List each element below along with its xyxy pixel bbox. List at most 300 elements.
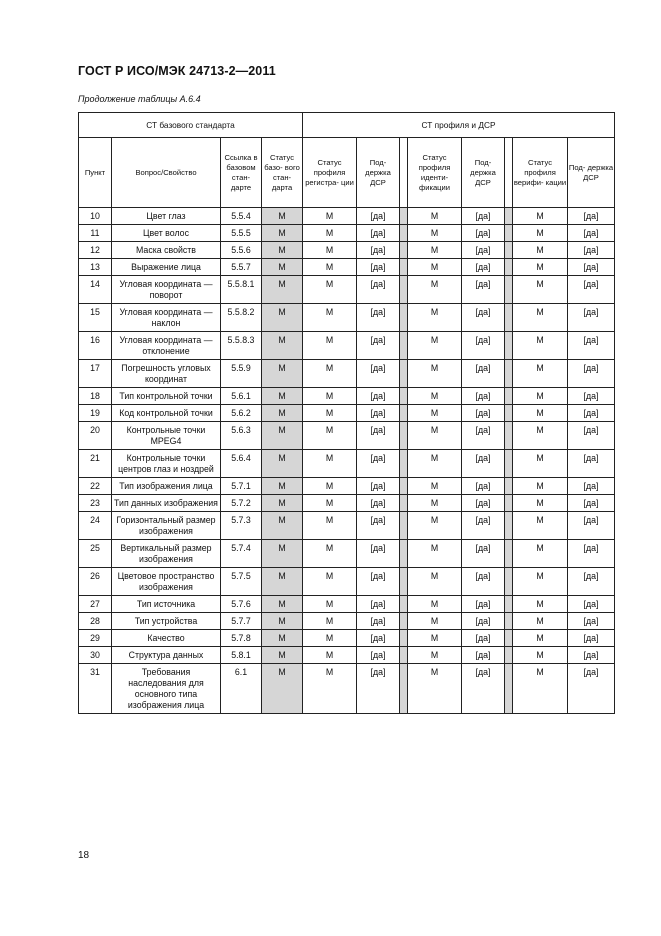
table-body <box>79 208 615 714</box>
table-row <box>79 647 615 664</box>
cell-reference: 5.6.2 <box>221 405 262 422</box>
cell-identification-status: M <box>408 647 462 664</box>
cell-spacer <box>400 512 408 540</box>
cell-spacer <box>400 225 408 242</box>
cell-registration-support: [да] <box>357 450 400 478</box>
cell-item: 27 <box>79 596 112 613</box>
col-header-verification-status: Статус профиля верифи- кации <box>513 138 568 208</box>
cell-registration-status: M <box>303 664 357 714</box>
cell-item: 23 <box>79 495 112 512</box>
cell-spacer <box>505 630 513 647</box>
cell-item: 20 <box>79 422 112 450</box>
cell-spacer <box>505 478 513 495</box>
cell-registration-status: M <box>303 422 357 450</box>
cell-registration-support: [да] <box>357 405 400 422</box>
cell-registration-status: M <box>303 512 357 540</box>
cell-reference: 5.5.8.3 <box>221 332 262 360</box>
cell-verification-support: [да] <box>568 242 615 259</box>
cell-base-status: M <box>262 242 303 259</box>
cell-reference: 5.5.8.1 <box>221 276 262 304</box>
cell-identification-status: M <box>408 225 462 242</box>
cell-registration-status: M <box>303 613 357 630</box>
cell-registration-status: M <box>303 495 357 512</box>
table-row <box>79 568 615 596</box>
cell-reference: 5.8.1 <box>221 647 262 664</box>
cell-verification-status: M <box>513 596 568 613</box>
cell-item: 14 <box>79 276 112 304</box>
col-header-reference: Ссылка в базовом стан- дарте <box>221 138 262 208</box>
cell-question: Тип контрольной точки <box>112 388 221 405</box>
cell-verification-status: M <box>513 304 568 332</box>
cell-spacer <box>400 405 408 422</box>
cell-question: Тип источника <box>112 596 221 613</box>
cell-base-status: M <box>262 647 303 664</box>
cell-spacer <box>400 647 408 664</box>
cell-reference: 5.7.6 <box>221 596 262 613</box>
cell-verification-support: [да] <box>568 596 615 613</box>
cell-reference: 5.7.1 <box>221 478 262 495</box>
cell-registration-support: [да] <box>357 512 400 540</box>
cell-registration-status: M <box>303 450 357 478</box>
table-row <box>79 450 615 478</box>
cell-identification-status: M <box>408 512 462 540</box>
cell-identification-status: M <box>408 596 462 613</box>
cell-base-status: M <box>262 568 303 596</box>
cell-verification-support: [да] <box>568 276 615 304</box>
cell-question: Выражение лица <box>112 259 221 276</box>
cell-identification-status: M <box>408 259 462 276</box>
cell-identification-support: [да] <box>462 664 505 714</box>
cell-spacer <box>505 208 513 225</box>
cell-identification-support: [да] <box>462 242 505 259</box>
cell-reference: 5.7.2 <box>221 495 262 512</box>
cell-verification-status: M <box>513 540 568 568</box>
col-header-registration-status: Статус профиля регистра- ции <box>303 138 357 208</box>
cell-item: 21 <box>79 450 112 478</box>
cell-question: Горизонтальный размер изображения <box>112 512 221 540</box>
cell-question: Цветовое пространство изображения <box>112 568 221 596</box>
cell-registration-status: M <box>303 208 357 225</box>
cell-verification-status: M <box>513 360 568 388</box>
cell-registration-support: [да] <box>357 388 400 405</box>
cell-verification-status: M <box>513 568 568 596</box>
cell-spacer <box>505 540 513 568</box>
col-header-spacer <box>400 138 408 208</box>
cell-verification-status: M <box>513 495 568 512</box>
cell-registration-support: [да] <box>357 647 400 664</box>
cell-spacer <box>505 405 513 422</box>
cell-base-status: M <box>262 225 303 242</box>
cell-reference: 5.5.4 <box>221 208 262 225</box>
cell-identification-support: [да] <box>462 613 505 630</box>
cell-registration-status: M <box>303 332 357 360</box>
table-row <box>79 630 615 647</box>
table-row <box>79 512 615 540</box>
cell-reference: 5.7.7 <box>221 613 262 630</box>
cell-reference: 6.1 <box>221 664 262 714</box>
cell-verification-support: [да] <box>568 540 615 568</box>
cell-spacer <box>400 332 408 360</box>
cell-base-status: M <box>262 613 303 630</box>
cell-reference: 5.5.5 <box>221 225 262 242</box>
cell-base-status: M <box>262 304 303 332</box>
cell-reference: 5.5.7 <box>221 259 262 276</box>
table-row <box>79 360 615 388</box>
cell-question: Погрешность угловых координат <box>112 360 221 388</box>
cell-identification-status: M <box>408 664 462 714</box>
cell-item: 29 <box>79 630 112 647</box>
cell-question: Угловая координата — поворот <box>112 276 221 304</box>
cell-verification-status: M <box>513 225 568 242</box>
cell-item: 31 <box>79 664 112 714</box>
cell-verification-support: [да] <box>568 630 615 647</box>
cell-item: 28 <box>79 613 112 630</box>
cell-base-status: M <box>262 630 303 647</box>
cell-item: 10 <box>79 208 112 225</box>
cell-spacer <box>400 540 408 568</box>
cell-spacer <box>400 478 408 495</box>
cell-spacer <box>505 304 513 332</box>
cell-registration-status: M <box>303 259 357 276</box>
cell-identification-support: [да] <box>462 495 505 512</box>
cell-spacer <box>505 388 513 405</box>
cell-identification-status: M <box>408 478 462 495</box>
cell-registration-support: [да] <box>357 360 400 388</box>
cell-spacer <box>400 360 408 388</box>
cell-verification-support: [да] <box>568 388 615 405</box>
cell-registration-support: [да] <box>357 422 400 450</box>
cell-verification-support: [да] <box>568 259 615 276</box>
cell-item: 17 <box>79 360 112 388</box>
cell-verification-support: [да] <box>568 360 615 388</box>
cell-registration-support: [да] <box>357 568 400 596</box>
cell-spacer <box>505 276 513 304</box>
cell-base-status: M <box>262 208 303 225</box>
cell-item: 13 <box>79 259 112 276</box>
table-row <box>79 495 615 512</box>
cell-registration-status: M <box>303 630 357 647</box>
cell-spacer <box>400 422 408 450</box>
table-row <box>79 664 615 714</box>
cell-registration-status: M <box>303 405 357 422</box>
cell-identification-support: [да] <box>462 568 505 596</box>
table-row <box>79 613 615 630</box>
cell-question: Контрольные точки центров глаз и ноздрей <box>112 450 221 478</box>
cell-verification-status: M <box>513 613 568 630</box>
cell-spacer <box>400 304 408 332</box>
cell-question: Угловая координата — отклонение <box>112 332 221 360</box>
cell-spacer <box>505 450 513 478</box>
table-continuation-caption: Продолжение таблицы А.6.4 <box>78 94 201 104</box>
cell-verification-status: M <box>513 422 568 450</box>
cell-spacer <box>400 276 408 304</box>
cell-registration-status: M <box>303 225 357 242</box>
cell-question: Тип данных изображения <box>112 495 221 512</box>
table-row <box>79 478 615 495</box>
cell-spacer <box>400 568 408 596</box>
cell-identification-status: M <box>408 332 462 360</box>
table-row <box>79 422 615 450</box>
table-row <box>79 276 615 304</box>
cell-spacer <box>400 630 408 647</box>
table-row <box>79 405 615 422</box>
cell-registration-status: M <box>303 242 357 259</box>
cell-question: Угловая координата — наклон <box>112 304 221 332</box>
cell-identification-support: [да] <box>462 630 505 647</box>
cell-verification-support: [да] <box>568 332 615 360</box>
cell-verification-status: M <box>513 512 568 540</box>
cell-registration-support: [да] <box>357 208 400 225</box>
cell-base-status: M <box>262 540 303 568</box>
table-row <box>79 332 615 360</box>
cell-spacer <box>400 596 408 613</box>
cell-reference: 5.6.4 <box>221 450 262 478</box>
cell-reference: 5.5.9 <box>221 360 262 388</box>
cell-verification-support: [да] <box>568 568 615 596</box>
cell-identification-support: [да] <box>462 540 505 568</box>
cell-verification-status: M <box>513 208 568 225</box>
cell-spacer <box>505 360 513 388</box>
cell-identification-status: M <box>408 388 462 405</box>
col-header-spacer <box>505 138 513 208</box>
cell-base-status: M <box>262 664 303 714</box>
table-row <box>79 596 615 613</box>
cell-spacer <box>400 208 408 225</box>
cell-spacer <box>400 242 408 259</box>
cell-reference: 5.7.5 <box>221 568 262 596</box>
col-header-registration-support: Под- держка ДСР <box>357 138 400 208</box>
cell-registration-support: [да] <box>357 596 400 613</box>
cell-verification-status: M <box>513 259 568 276</box>
cell-base-status: M <box>262 360 303 388</box>
cell-item: 24 <box>79 512 112 540</box>
cell-question: Цвет волос <box>112 225 221 242</box>
cell-identification-status: M <box>408 422 462 450</box>
cell-identification-support: [да] <box>462 450 505 478</box>
cell-identification-support: [да] <box>462 276 505 304</box>
cell-registration-support: [да] <box>357 495 400 512</box>
cell-identification-support: [да] <box>462 512 505 540</box>
cell-spacer <box>505 568 513 596</box>
cell-registration-support: [да] <box>357 242 400 259</box>
cell-registration-support: [да] <box>357 540 400 568</box>
cell-registration-status: M <box>303 478 357 495</box>
cell-reference: 5.6.3 <box>221 422 262 450</box>
cell-spacer <box>505 495 513 512</box>
cell-spacer <box>505 259 513 276</box>
cell-verification-support: [да] <box>568 478 615 495</box>
cell-identification-status: M <box>408 613 462 630</box>
cell-spacer <box>400 259 408 276</box>
cell-spacer <box>505 596 513 613</box>
cell-identification-status: M <box>408 568 462 596</box>
cell-base-status: M <box>262 450 303 478</box>
cell-verification-support: [да] <box>568 512 615 540</box>
cell-identification-status: M <box>408 495 462 512</box>
cell-registration-support: [да] <box>357 613 400 630</box>
cell-identification-support: [да] <box>462 388 505 405</box>
cell-question: Тип устройства <box>112 613 221 630</box>
cell-base-status: M <box>262 388 303 405</box>
col-header-identification-status: Статус профиля иденти- фикации <box>408 138 462 208</box>
cell-base-status: M <box>262 495 303 512</box>
cell-spacer <box>505 332 513 360</box>
cell-verification-support: [да] <box>568 664 615 714</box>
cell-identification-support: [да] <box>462 225 505 242</box>
cell-verification-status: M <box>513 276 568 304</box>
cell-question: Тип изображения лица <box>112 478 221 495</box>
cell-spacer <box>400 664 408 714</box>
cell-verification-support: [да] <box>568 647 615 664</box>
cell-verification-status: M <box>513 478 568 495</box>
cell-base-status: M <box>262 596 303 613</box>
cell-spacer <box>400 495 408 512</box>
cell-base-status: M <box>262 332 303 360</box>
cell-registration-status: M <box>303 568 357 596</box>
cell-registration-status: M <box>303 596 357 613</box>
cell-verification-support: [да] <box>568 304 615 332</box>
cell-verification-status: M <box>513 332 568 360</box>
cell-item: 19 <box>79 405 112 422</box>
col-header-base-status: Статус базо- вого стан- дарта <box>262 138 303 208</box>
group-header-base-standard: СТ базового стандарта <box>79 113 303 138</box>
cell-item: 11 <box>79 225 112 242</box>
cell-base-status: M <box>262 422 303 450</box>
col-header-item: Пункт <box>79 138 112 208</box>
cell-reference: 5.5.6 <box>221 242 262 259</box>
group-header-profile: СТ профиля и ДСР <box>303 113 615 138</box>
cell-identification-support: [да] <box>462 304 505 332</box>
cell-verification-support: [да] <box>568 613 615 630</box>
cell-question: Маска свойств <box>112 242 221 259</box>
cell-verification-status: M <box>513 405 568 422</box>
cell-registration-status: M <box>303 647 357 664</box>
col-header-question: Вопрос/Свойство <box>112 138 221 208</box>
cell-question: Цвет глаз <box>112 208 221 225</box>
cell-item: 26 <box>79 568 112 596</box>
cell-identification-status: M <box>408 630 462 647</box>
cell-item: 16 <box>79 332 112 360</box>
cell-registration-support: [да] <box>357 259 400 276</box>
cell-verification-support: [да] <box>568 208 615 225</box>
cell-identification-status: M <box>408 360 462 388</box>
cell-identification-support: [да] <box>462 332 505 360</box>
table-row <box>79 225 615 242</box>
cell-identification-status: M <box>408 405 462 422</box>
cell-identification-status: M <box>408 450 462 478</box>
cell-registration-status: M <box>303 304 357 332</box>
col-header-verification-support: Под- держка ДСР <box>568 138 615 208</box>
cell-spacer <box>505 664 513 714</box>
cell-verification-support: [да] <box>568 422 615 450</box>
table-row <box>79 304 615 332</box>
cell-spacer <box>400 388 408 405</box>
cell-identification-support: [да] <box>462 422 505 450</box>
cell-spacer <box>505 242 513 259</box>
cell-item: 12 <box>79 242 112 259</box>
cell-spacer <box>400 450 408 478</box>
cell-base-status: M <box>262 512 303 540</box>
cell-reference: 5.7.8 <box>221 630 262 647</box>
cell-identification-status: M <box>408 242 462 259</box>
page-number: 18 <box>78 850 90 861</box>
cell-identification-status: M <box>408 276 462 304</box>
cell-identification-support: [да] <box>462 596 505 613</box>
cell-base-status: M <box>262 259 303 276</box>
cell-identification-support: [да] <box>462 647 505 664</box>
cell-registration-status: M <box>303 388 357 405</box>
cell-spacer <box>505 512 513 540</box>
cell-reference: 5.6.1 <box>221 388 262 405</box>
table-row <box>79 540 615 568</box>
cell-registration-support: [да] <box>357 225 400 242</box>
cell-base-status: M <box>262 478 303 495</box>
cell-identification-support: [да] <box>462 405 505 422</box>
cell-base-status: M <box>262 276 303 304</box>
cell-reference: 5.7.4 <box>221 540 262 568</box>
cell-question: Структура данных <box>112 647 221 664</box>
table-header <box>79 113 615 208</box>
cell-verification-status: M <box>513 450 568 478</box>
cell-identification-support: [да] <box>462 478 505 495</box>
cell-question: Требования наследования для основного типа изображения лица <box>112 664 221 714</box>
col-header-identification-support: Под- держка ДСР <box>462 138 505 208</box>
cell-spacer <box>505 422 513 450</box>
table-row <box>79 208 615 225</box>
cell-verification-status: M <box>513 647 568 664</box>
cell-identification-support: [да] <box>462 360 505 388</box>
cell-verification-status: M <box>513 664 568 714</box>
table-row <box>79 242 615 259</box>
cell-registration-support: [да] <box>357 664 400 714</box>
cell-question: Качество <box>112 630 221 647</box>
cell-registration-support: [да] <box>357 478 400 495</box>
cell-registration-support: [да] <box>357 276 400 304</box>
cell-identification-status: M <box>408 208 462 225</box>
cell-reference: 5.5.8.2 <box>221 304 262 332</box>
cell-item: 30 <box>79 647 112 664</box>
cell-spacer <box>505 225 513 242</box>
cell-spacer <box>505 613 513 630</box>
cell-base-status: M <box>262 405 303 422</box>
cell-question: Код контрольной точки <box>112 405 221 422</box>
cell-question: Вертикальный размер изображения <box>112 540 221 568</box>
cell-registration-support: [да] <box>357 332 400 360</box>
cell-registration-status: M <box>303 360 357 388</box>
cell-item: 15 <box>79 304 112 332</box>
cell-verification-support: [да] <box>568 450 615 478</box>
cell-verification-status: M <box>513 388 568 405</box>
table-row <box>79 259 615 276</box>
cell-verification-support: [да] <box>568 225 615 242</box>
cell-identification-status: M <box>408 540 462 568</box>
document-title: ГОСТ Р ИСО/МЭК 24713-2—2011 <box>78 64 276 78</box>
cell-question: Контрольные точки MPEG4 <box>112 422 221 450</box>
cell-registration-support: [да] <box>357 630 400 647</box>
cell-verification-support: [да] <box>568 405 615 422</box>
cell-verification-status: M <box>513 630 568 647</box>
cell-item: 22 <box>79 478 112 495</box>
cell-spacer <box>505 647 513 664</box>
conformance-table <box>78 112 615 714</box>
cell-identification-support: [да] <box>462 208 505 225</box>
cell-registration-status: M <box>303 276 357 304</box>
cell-identification-status: M <box>408 304 462 332</box>
cell-reference: 5.7.3 <box>221 512 262 540</box>
cell-registration-support: [да] <box>357 304 400 332</box>
cell-spacer <box>400 613 408 630</box>
cell-registration-status: M <box>303 540 357 568</box>
